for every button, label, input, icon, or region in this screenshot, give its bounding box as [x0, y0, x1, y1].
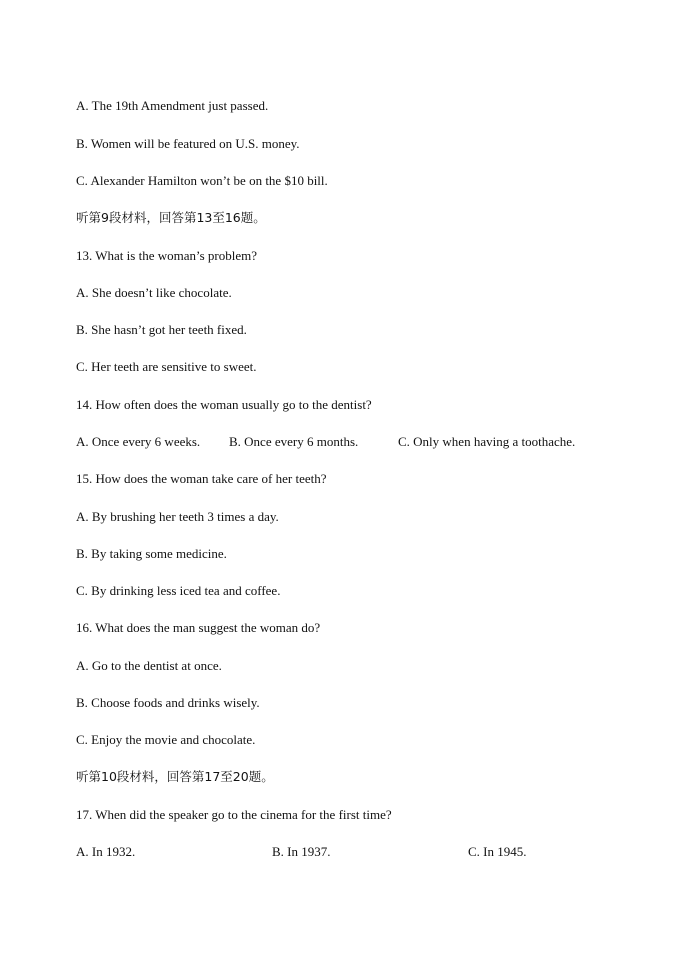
q14-option-a: A. Once every 6 weeks. [76, 434, 201, 449]
q12-option-c: C. Alexander Hamilton won’t be on the $10 bill. [76, 173, 328, 188]
q13-option-c: C. Her teeth are sensitive to sweet. [76, 359, 257, 374]
q13-option-b: B. She hasn’t got her teeth fixed. [76, 322, 247, 337]
q12-option-a: A. The 19th Amendment just passed. [76, 98, 269, 113]
question-17: 17. When did the speaker go to the cinema for the first time? [76, 807, 392, 822]
q14-option-b: B. Once every 6 months. [229, 434, 359, 449]
section-9-instruction: 听第9段材料，回答第13至16题。 [76, 210, 266, 225]
q15-option-b: B. By taking some medicine. [76, 546, 227, 561]
question-16: 16. What does the man suggest the woman do? [76, 620, 321, 635]
q14-option-c: C. Only when having a toothache. [398, 434, 576, 449]
q16-option-a: A. Go to the dentist at once. [76, 658, 222, 673]
q15-option-a: A. By brushing her teeth 3 times a day. [76, 509, 279, 524]
question-13: 13. What is the woman’s problem? [76, 248, 258, 263]
q16-option-b: B. Choose foods and drinks wisely. [76, 695, 260, 710]
question-15: 15. How does the woman take care of her teeth? [76, 471, 327, 486]
question-14: 14. How often does the woman usually go to the dentist? [76, 397, 372, 412]
section-10-instruction: 听第10段材料，回答第17至20题。 [76, 769, 274, 784]
q17-option-c: C. In 1945. [468, 844, 527, 859]
q13-option-a: A. She doesn’t like chocolate. [76, 285, 232, 300]
q16-option-c: C. Enjoy the movie and chocolate. [76, 732, 256, 747]
q17-option-a: A. In 1932. [76, 844, 136, 859]
q15-option-c: C. By drinking less iced tea and coffee. [76, 583, 281, 598]
q17-option-b: B. In 1937. [272, 844, 331, 859]
q12-option-b: B. Women will be featured on U.S. money. [76, 136, 300, 151]
